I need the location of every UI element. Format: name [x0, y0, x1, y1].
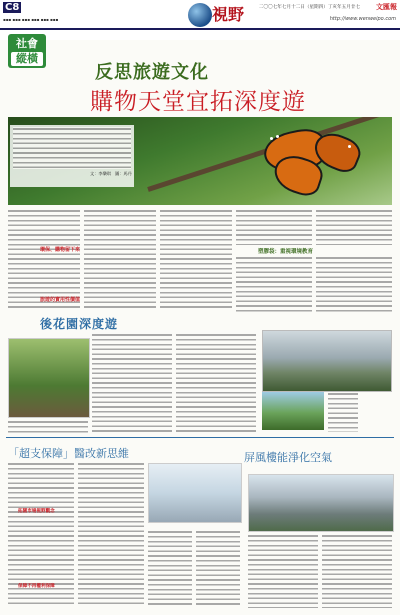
health-col-4: [196, 530, 240, 608]
dateline: 二〇〇七年七月十二日（星期四）丁亥年五月廿七: [258, 5, 360, 10]
section-nav: ▪▪▪ ▪▪▪ ▪▪▪ ▪▪▪ ▪▪▪ ▪▪▪: [3, 17, 59, 22]
health-col-2: [78, 462, 144, 607]
garden-col-3: [328, 392, 358, 432]
subhead-4: 保障不再權利保障: [18, 584, 55, 589]
clinic-photo: [148, 463, 242, 523]
subhead-3: 拓闊市場視野觀念: [18, 509, 55, 514]
body-col-5: [316, 209, 392, 245]
health-col-3: [148, 530, 192, 608]
body-col-7: [316, 256, 392, 312]
intro-credit: 文：李樂琪 圖：馬丹: [90, 171, 132, 176]
subhead-1: 環保、購物留下來: [40, 247, 81, 253]
body-col-2: [84, 209, 156, 309]
body-col-1: [8, 209, 80, 309]
badge-line2: 縱橫: [11, 52, 43, 66]
health-headline: 「超支保障」醫改新思維: [8, 447, 129, 460]
website-url: http://www.wenweipo.com: [329, 16, 396, 22]
sidebar-title: 塑膠袋：重視環境教育: [258, 249, 314, 255]
butterfly-icon: [256, 131, 362, 191]
brand-title: 視野: [212, 5, 245, 24]
sky-col-2: [322, 534, 392, 608]
garden-col-2: [176, 333, 256, 433]
column-badge: [8, 34, 46, 68]
garden-col-0: [8, 420, 88, 434]
masthead: [0, 0, 400, 40]
body-col-6: [236, 256, 312, 312]
section-code: C8: [5, 2, 20, 13]
village-photo: [262, 330, 392, 392]
headline-main: 購物天堂宜拓深度遊: [90, 89, 306, 115]
badge-line1: 社會: [16, 37, 38, 50]
skyline-headline: 屏風樓能淨化空氣: [244, 451, 332, 464]
section-rule: [6, 437, 394, 438]
city-photo: [248, 474, 394, 532]
sky-col-1: [248, 534, 318, 608]
publisher-logo: 文匯報: [376, 3, 397, 11]
body-col-3: [160, 209, 232, 309]
masthead-rule: [0, 28, 400, 30]
intro-box: [10, 125, 134, 187]
garden-col-1: [92, 333, 172, 433]
body-col-4: [236, 209, 312, 245]
subhead-2: 旅遊的實用性價值: [40, 297, 81, 303]
hikers-photo: [8, 338, 90, 418]
globe-icon: [188, 3, 212, 27]
park-photo: [262, 392, 324, 430]
headline-kicker: 反思旅遊文化: [95, 62, 209, 83]
garden-headline: 後花園深度遊: [40, 317, 119, 331]
